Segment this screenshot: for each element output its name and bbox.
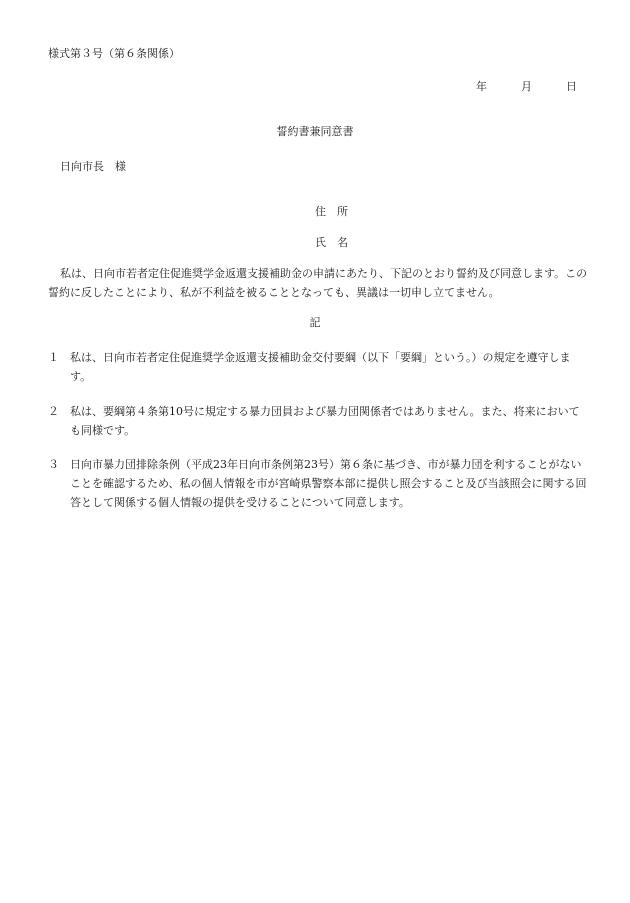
form-number: 様式第３号（第６条関係） [48, 47, 180, 60]
item-number: ３ [48, 458, 59, 471]
address-label: 住 所 [315, 205, 348, 218]
item-number: １ [48, 351, 59, 364]
date-line [476, 80, 577, 93]
year-label: 年 [476, 80, 487, 93]
name-label: 氏 名 [315, 236, 348, 249]
signature-address-row [315, 205, 348, 218]
month-label: 月 [521, 80, 532, 93]
item-text: 日向市暴力団排除条例（平成23年日向市条例第23号）第６条に基づき、市が暴力団を利することがないことを確認するため、私の個人情報を市が宮崎県警察本部に提供し照会すること及び当該照会に関する回答として関係する個人情報の提供を受けることについて同意します。 [70, 458, 587, 509]
list-item [48, 402, 588, 440]
day-label: 日 [566, 80, 577, 93]
item-text: 私は、要綱第４条第10号に規定する暴力団員および暴力団関係者ではありません。また、将来においても同様です。 [70, 405, 580, 437]
item-text: 私は、日向市若者定住促進奨学金返還支援補助金交付要綱（以下「要綱」という。）の規定を遵守します。 [70, 351, 571, 383]
list-item [48, 348, 588, 386]
addressee: 日向市長 様 [60, 160, 126, 173]
intro-paragraph: 私は、日向市若者定住促進奨学金返還支援補助金の申請にあたり、下記のとおり誓約及び同意します。この誓約に反したことにより、私が不利益を被ることとなっても、異議は一切申し立てません。 [48, 267, 588, 299]
list-item [48, 455, 588, 512]
document-title: 誓約書兼同意書 [276, 125, 354, 138]
ki-heading: 記 [309, 316, 321, 329]
signature-name-row [315, 236, 348, 249]
item-number: ２ [48, 405, 59, 418]
